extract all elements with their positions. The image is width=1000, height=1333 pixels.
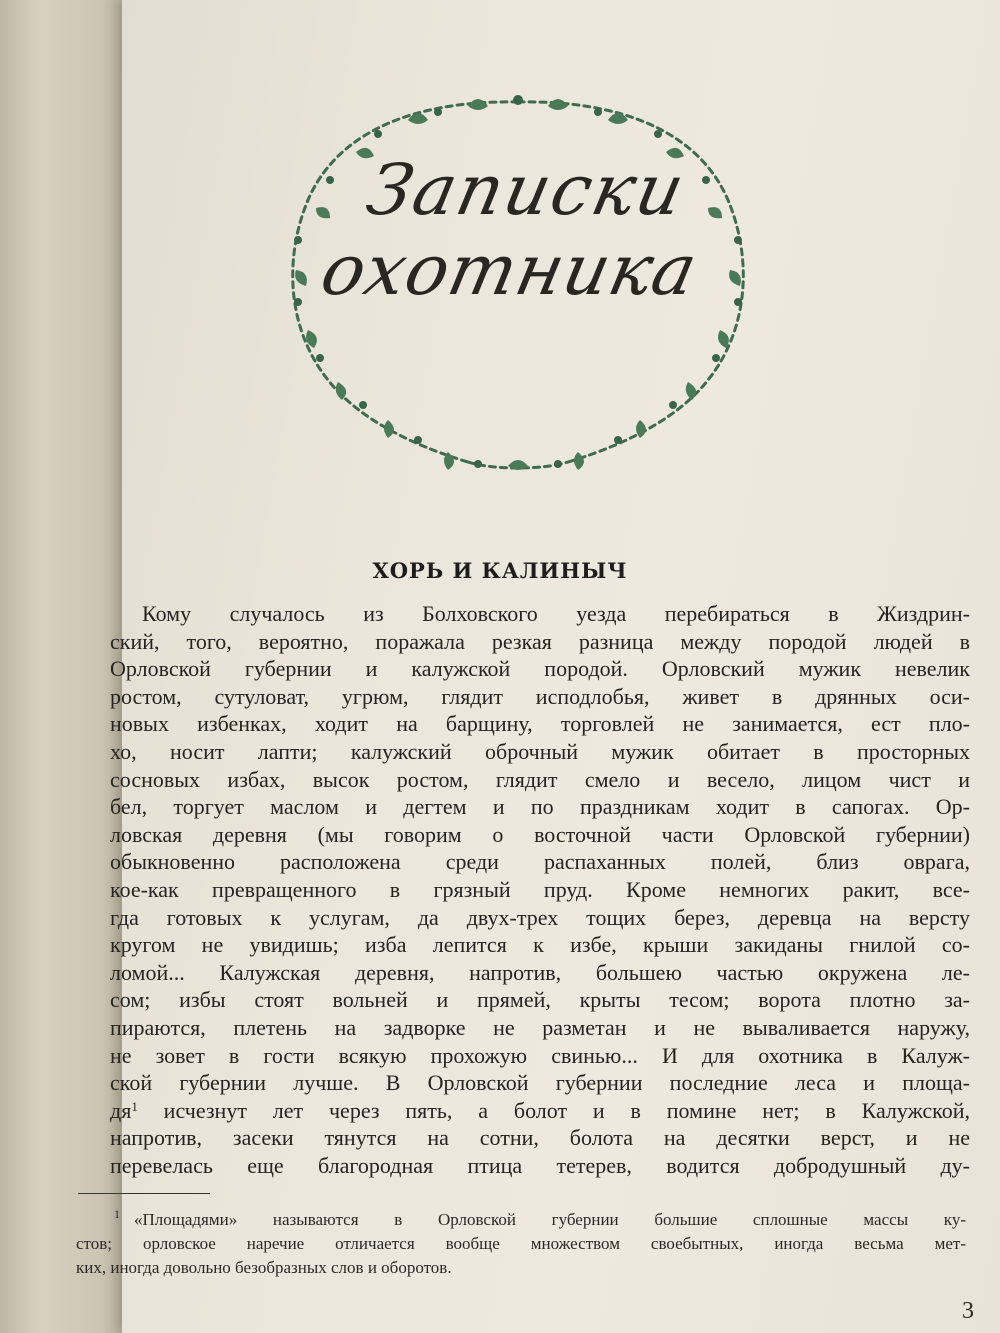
text-line: гда готовых к услугам, да двух-трех тощих берез, деревца на версту [110, 904, 970, 930]
chapter-paragraph [110, 600, 970, 1179]
book-title-line2: охотника [314, 229, 705, 311]
text-line: Орловской губернии и калужской породой. Орловский мужик невелик [110, 656, 970, 682]
text-line: кое-как превращенного в грязный пруд. Кроме немногих ракит, все- [110, 876, 970, 902]
text-line: ской губернии лучше. В Орловской губернии последние леса и площа- [110, 1070, 970, 1096]
text-line: хо, носит лапти; калужский оброчный мужик обитает в просторных [110, 738, 970, 764]
footnote-line: ких, иногда довольно безобразных слов и оборотов. [76, 1258, 452, 1277]
text-line: Кому случалось из Болховского уезда перебираться в Жиздрин- [142, 601, 970, 626]
footnote-ref-prefix: дя [110, 1097, 132, 1123]
footnote-divider [78, 1193, 210, 1194]
text-line: не зовет в гости всякую прохожую свинью... И для охотника в Калуж- [110, 1042, 970, 1068]
book-title-line1: Записки [359, 149, 694, 231]
footnote-line: стов; орловское наречие отличается вообще множеством своебытных, иногда весьма мет- [76, 1234, 966, 1253]
text-line: сом; избы стоят вольней и прямей, крыты тесом; ворота плотно за- [110, 987, 970, 1013]
footnote [76, 1208, 966, 1280]
text-line-with-footnote-ref [110, 1097, 970, 1125]
left-page-edge [0, 0, 128, 1333]
text-line-rest: исчезнут лет через пять, а болот и в помине нет; в Калужской, [163, 1097, 971, 1123]
footnote-marker: 1 [114, 1207, 120, 1221]
text-line: пираются, плетень на задворке не разметан и не вываливается наружу, [110, 1014, 970, 1040]
text-line: ломой... Калужская деревня, напротив, большею частью окружена ле- [110, 959, 970, 985]
text-line: сосновых избах, высок ростом, глядит смело и весело, лицом чист и [110, 766, 970, 792]
book-title [251, 150, 785, 310]
text-line: ростом, сутуловат, угрюм, глядит исподлобья, живет в дрянных оси- [110, 683, 970, 709]
footnote-ref-marker: 1 [131, 1098, 138, 1114]
text-line: бел, торгует маслом и дегтем и по праздникам ходит в сапогах. Ор- [110, 794, 970, 820]
text-line: ловская деревня (мы говорим о восточной части Орловской губернии) [110, 821, 970, 847]
text-line: напротив, засеки тянутся на сотни, болота на десятки верст, и не [110, 1125, 970, 1151]
text-line: новых избенках, ходит на барщину, торговлей не занимается, ест пло- [110, 711, 970, 737]
footnote-line-text: «Площадями» называются в Орловской губернии большие сплошные массы ку- [134, 1210, 966, 1229]
page-number: 3 [962, 1298, 974, 1324]
chapter-title: ХОРЬ И КАЛИНЫЧ [372, 558, 628, 583]
text-line: ский, того, вероятно, поражала резкая разница между породой людей в [110, 628, 970, 654]
text-line: перевелась еще благородная птица тетерев, водится добродушный ду- [110, 1152, 970, 1178]
text-line: обыкновенно расположена среди распаханных полей, близ оврага, [110, 849, 970, 875]
footnote-line [76, 1208, 966, 1232]
text-line: кругом не увидишь; изба лепится к избе, крыши закиданы гнилой со- [110, 932, 970, 958]
